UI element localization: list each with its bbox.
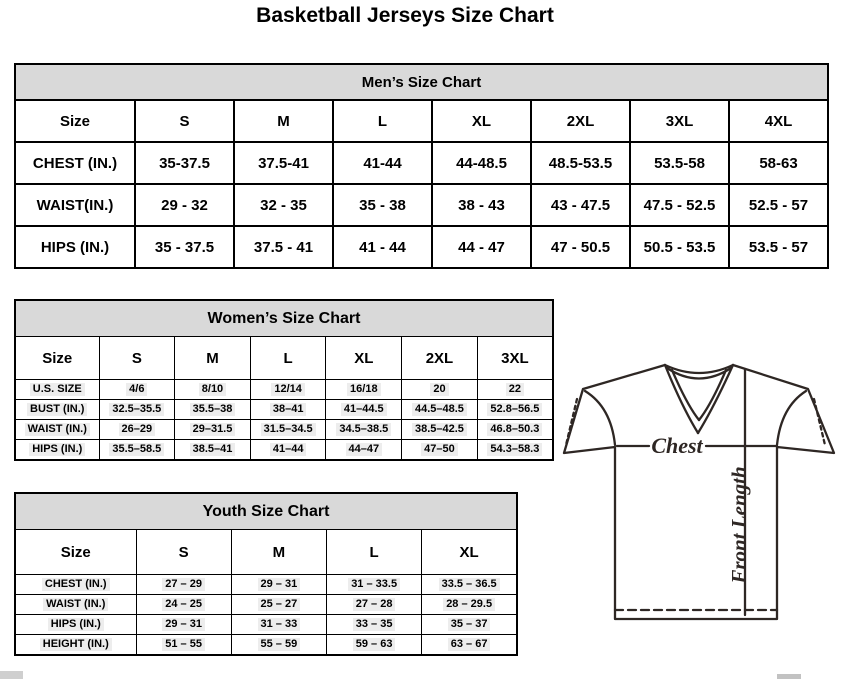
chest-label: Chest	[651, 433, 703, 458]
left-armhole-seam	[585, 391, 615, 445]
size-value-cell: 31.5–34.5	[250, 420, 326, 440]
size-value-cell: 27 – 29	[136, 575, 231, 595]
column-header: 2XL	[402, 337, 478, 380]
row-label: CHEST (IN.)	[15, 575, 136, 595]
column-header: Size	[15, 337, 99, 380]
table-row	[15, 400, 553, 420]
size-value-cell: 4/6	[99, 380, 175, 400]
size-value-cell: 47 - 50.5	[531, 226, 630, 268]
column-header: XL	[326, 337, 402, 380]
size-value-cell: 29 – 31	[136, 615, 231, 635]
size-value-cell: 29 - 32	[135, 184, 234, 226]
size-value-cell: 55 – 59	[231, 635, 326, 656]
size-value-cell: 25 – 27	[231, 595, 326, 615]
front-length-label: Front Length	[727, 466, 751, 584]
column-header: M	[234, 100, 333, 142]
table-row	[15, 440, 553, 461]
size-value-cell: 59 – 63	[327, 635, 422, 656]
column-header: L	[250, 337, 326, 380]
row-label: HEIGHT (IN.)	[15, 635, 136, 656]
column-header: M	[231, 530, 326, 575]
size-value-cell: 35.5–58.5	[99, 440, 175, 461]
size-value-cell: 37.5-41	[234, 142, 333, 184]
size-value-cell: 38.5–42.5	[402, 420, 478, 440]
youth-chart-title: Youth Size Chart	[15, 493, 517, 530]
table-row	[15, 142, 828, 184]
size-value-cell: 38 - 43	[432, 184, 531, 226]
size-value-cell: 41–44.5	[326, 400, 402, 420]
table-row	[15, 226, 828, 268]
column-header: Size	[15, 530, 136, 575]
table-row	[15, 615, 517, 635]
size-value-cell: 47.5 - 52.5	[630, 184, 729, 226]
size-value-cell: 8/10	[175, 380, 251, 400]
row-label: HIPS (IN.)	[15, 615, 136, 635]
size-value-cell: 33 – 35	[327, 615, 422, 635]
column-header: XL	[422, 530, 517, 575]
size-value-cell: 34.5–38.5	[326, 420, 402, 440]
column-header: 4XL	[729, 100, 828, 142]
size-value-cell: 53.5-58	[630, 142, 729, 184]
row-label: U.S. SIZE	[15, 380, 99, 400]
jersey-measurement-diagram	[555, 356, 843, 628]
size-value-cell: 32 - 35	[234, 184, 333, 226]
size-value-cell: 38–41	[250, 400, 326, 420]
size-value-cell: 24 – 25	[136, 595, 231, 615]
size-value-cell: 43 - 47.5	[531, 184, 630, 226]
size-value-cell: 47–50	[402, 440, 478, 461]
size-value-cell: 41–44	[250, 440, 326, 461]
table-row	[15, 380, 553, 400]
column-header: 3XL	[477, 337, 553, 380]
jersey-outline-icon	[555, 356, 843, 628]
row-label: WAIST (IN.)	[15, 420, 99, 440]
page-title: Basketball Jerseys Size Chart	[256, 4, 554, 27]
size-value-cell: 52.5 - 57	[729, 184, 828, 226]
size-value-cell: 35 - 37.5	[135, 226, 234, 268]
youth-size-table	[14, 492, 518, 656]
column-header: L	[327, 530, 422, 575]
cropped-artifact-right	[777, 674, 801, 679]
size-value-cell: 29 – 31	[231, 575, 326, 595]
size-value-cell: 38.5–41	[175, 440, 251, 461]
size-value-cell: 31 – 33	[231, 615, 326, 635]
size-value-cell: 35 – 37	[422, 615, 517, 635]
size-value-cell: 41-44	[333, 142, 432, 184]
size-value-cell: 58-63	[729, 142, 828, 184]
row-label: CHEST (IN.)	[15, 142, 135, 184]
size-value-cell: 16/18	[326, 380, 402, 400]
size-value-cell: 44.5–48.5	[402, 400, 478, 420]
womens-chart-title: Women’s Size Chart	[15, 300, 553, 337]
table-row	[15, 420, 553, 440]
size-value-cell: 51 – 55	[136, 635, 231, 656]
size-value-cell: 46.8–50.3	[477, 420, 553, 440]
column-header: M	[175, 337, 251, 380]
size-value-cell: 52.8–56.5	[477, 400, 553, 420]
table-row	[15, 635, 517, 656]
size-value-cell: 33.5 – 36.5	[422, 575, 517, 595]
womens-size-table	[14, 299, 554, 461]
table-row	[15, 184, 828, 226]
row-label: HIPS (IN.)	[15, 440, 99, 461]
size-value-cell: 41 - 44	[333, 226, 432, 268]
column-header: L	[333, 100, 432, 142]
column-header: XL	[432, 100, 531, 142]
column-header: S	[136, 530, 231, 575]
size-value-cell: 35-37.5	[135, 142, 234, 184]
mens-chart-title: Men’s Size Chart	[15, 64, 828, 100]
size-value-cell: 28 – 29.5	[422, 595, 517, 615]
size-value-cell: 44 - 47	[432, 226, 531, 268]
size-value-cell: 44–47	[326, 440, 402, 461]
row-label: WAIST (IN.)	[15, 595, 136, 615]
size-value-cell: 37.5 - 41	[234, 226, 333, 268]
row-label: WAIST(IN.)	[15, 184, 135, 226]
size-value-cell: 44-48.5	[432, 142, 531, 184]
size-value-cell: 31 – 33.5	[327, 575, 422, 595]
column-header: 3XL	[630, 100, 729, 142]
size-value-cell: 35.5–38	[175, 400, 251, 420]
size-value-cell: 27 – 28	[327, 595, 422, 615]
table-row	[15, 575, 517, 595]
size-value-cell: 22	[477, 380, 553, 400]
column-header: S	[99, 337, 175, 380]
right-armhole-seam	[777, 391, 806, 445]
row-label: HIPS (IN.)	[15, 226, 135, 268]
size-value-cell: 12/14	[250, 380, 326, 400]
size-value-cell: 29–31.5	[175, 420, 251, 440]
size-value-cell: 63 – 67	[422, 635, 517, 656]
size-value-cell: 20	[402, 380, 478, 400]
size-value-cell: 50.5 - 53.5	[630, 226, 729, 268]
column-header: S	[135, 100, 234, 142]
size-value-cell: 54.3–58.3	[477, 440, 553, 461]
row-label: BUST (IN.)	[15, 400, 99, 420]
mens-size-table	[14, 63, 829, 269]
size-value-cell: 35 - 38	[333, 184, 432, 226]
size-value-cell: 32.5–35.5	[99, 400, 175, 420]
cropped-artifact-left	[0, 671, 23, 679]
size-value-cell: 53.5 - 57	[729, 226, 828, 268]
column-header: Size	[15, 100, 135, 142]
right-cuff-dashed-line	[814, 399, 825, 445]
table-row	[15, 595, 517, 615]
column-header: 2XL	[531, 100, 630, 142]
size-value-cell: 48.5-53.5	[531, 142, 630, 184]
size-value-cell: 26–29	[99, 420, 175, 440]
